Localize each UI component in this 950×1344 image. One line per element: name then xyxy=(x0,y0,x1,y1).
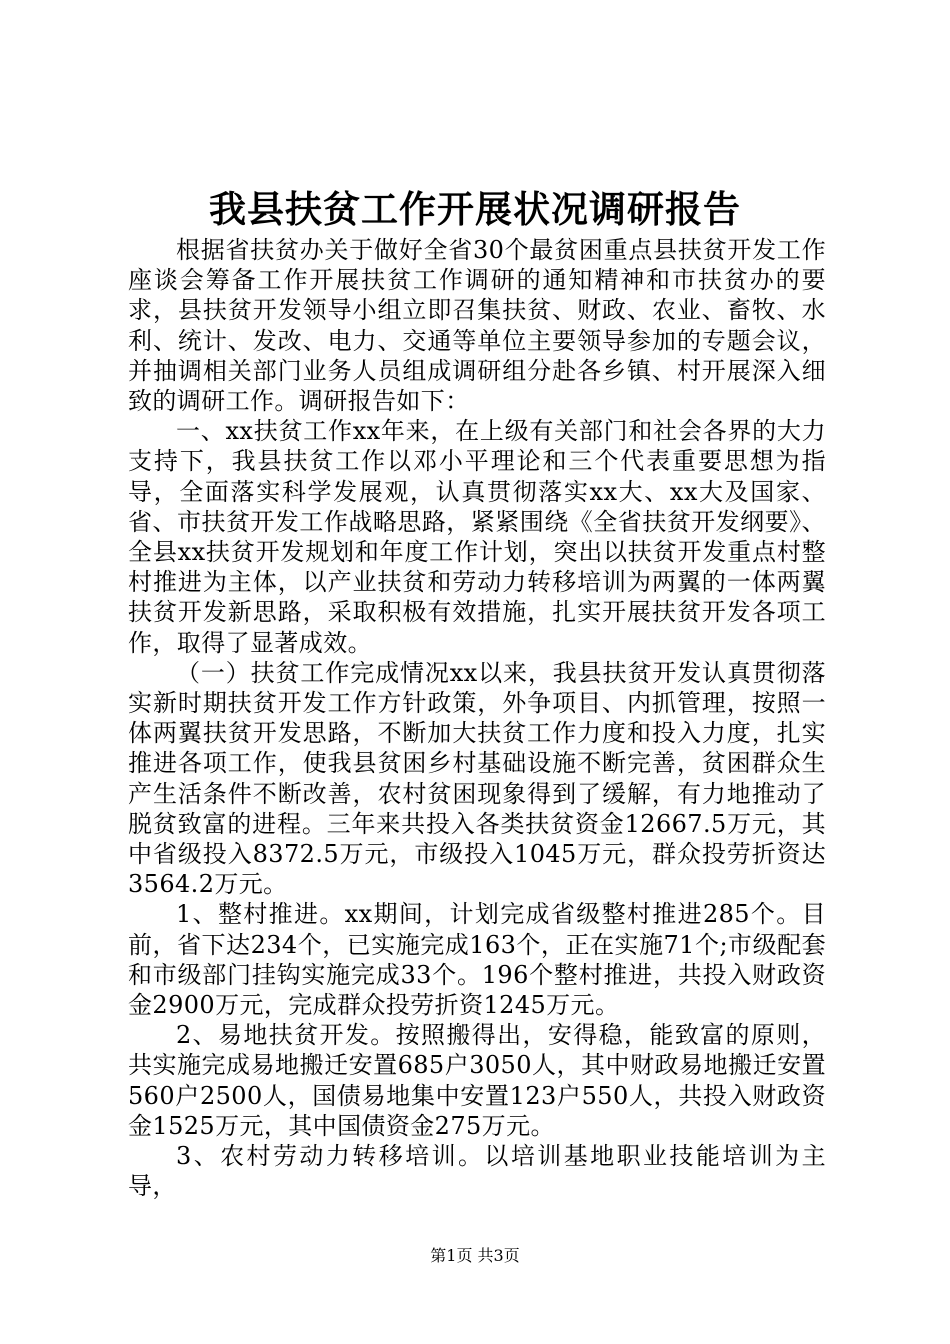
paragraph-section-one: 一、xx扶贫工作xx年来，在上级有关部门和社会各界的大力支持下，我县扶贫工作以邓小平理论和三个代表重要思想为指导，全面落实科学发展观，认真贯彻落实xx大、xx大及国家、省、市扶贫开发工作战略思路，紧紧围绕《全省扶贫开发纲要》、全县xx扶贫开发规划和年度工作计划，突出以扶贫开发重点村整村推进为主体，以产业扶贫和劳动力转移培训为两翼的一体两翼扶贫开发新思路，采取积极有效措施，扎实开展扶贫开发各项工作，取得了显著成效。 xyxy=(128,417,826,657)
document-title: 我县扶贫工作开展状况调研报告 xyxy=(209,187,741,231)
page-footer: 第1页 共3页 xyxy=(430,1246,520,1265)
paragraph-subsection-one: （一）扶贫工作完成情况xx以来，我县扶贫开发认真贯彻落实新时期扶贫开发工作方针政策，外争项目、内抓管理，按照一体两翼扶贫开发思路，不断加大扶贫工作力度和投入力度，扎实推进各项工作，使我县贫困乡村基础设施不断完善，贫困群众生产生活条件不断改善，农村贫困现象得到了缓解，有力地推动了脱贫致富的进程。三年来共投入各类扶贫资金12667.5万元，其中省级投入8372.5万元，市级投入1045万元，群众投劳折资达3564.2万元。 xyxy=(128,658,826,899)
document-body xyxy=(128,235,826,1202)
paragraph-item-two: 2、易地扶贫开发。按照搬得出，安得稳，能致富的原则，共实施完成易地搬迁安置685户3050人，其中财政易地搬迁安置560户2500人，国债易地集中安置123户550人，共投入财政资金1525万元，其中国债资金275万元。 xyxy=(128,1021,826,1140)
paragraph-intro: 根据省扶贫办关于做好全省30个最贫困重点县扶贫开发工作座谈会筹备工作开展扶贫工作调研的通知精神和市扶贫办的要求，县扶贫开发领导小组立即召集扶贫、财政、农业、畜牧、水利、统计、发改、电力、交通等单位主要领导参加的专题会议，并抽调相关部门业务人员组成调研组分赴各乡镇、村开展深入细致的调研工作。调研报告如下： xyxy=(128,236,826,416)
paragraph-item-three: 3、农村劳动力转移培训。以培训基地职业技能培训为主导， xyxy=(128,1142,826,1201)
paragraph-item-one: 1、整村推进。xx期间，计划完成省级整村推进285个。目前，省下达234个，已实施完成163个，正在实施71个;市级配套和市级部门挂钩实施完成33个。196个整村推进，共投入财政资金2900万元，完成群众投劳折资1245万元。 xyxy=(128,900,826,1020)
